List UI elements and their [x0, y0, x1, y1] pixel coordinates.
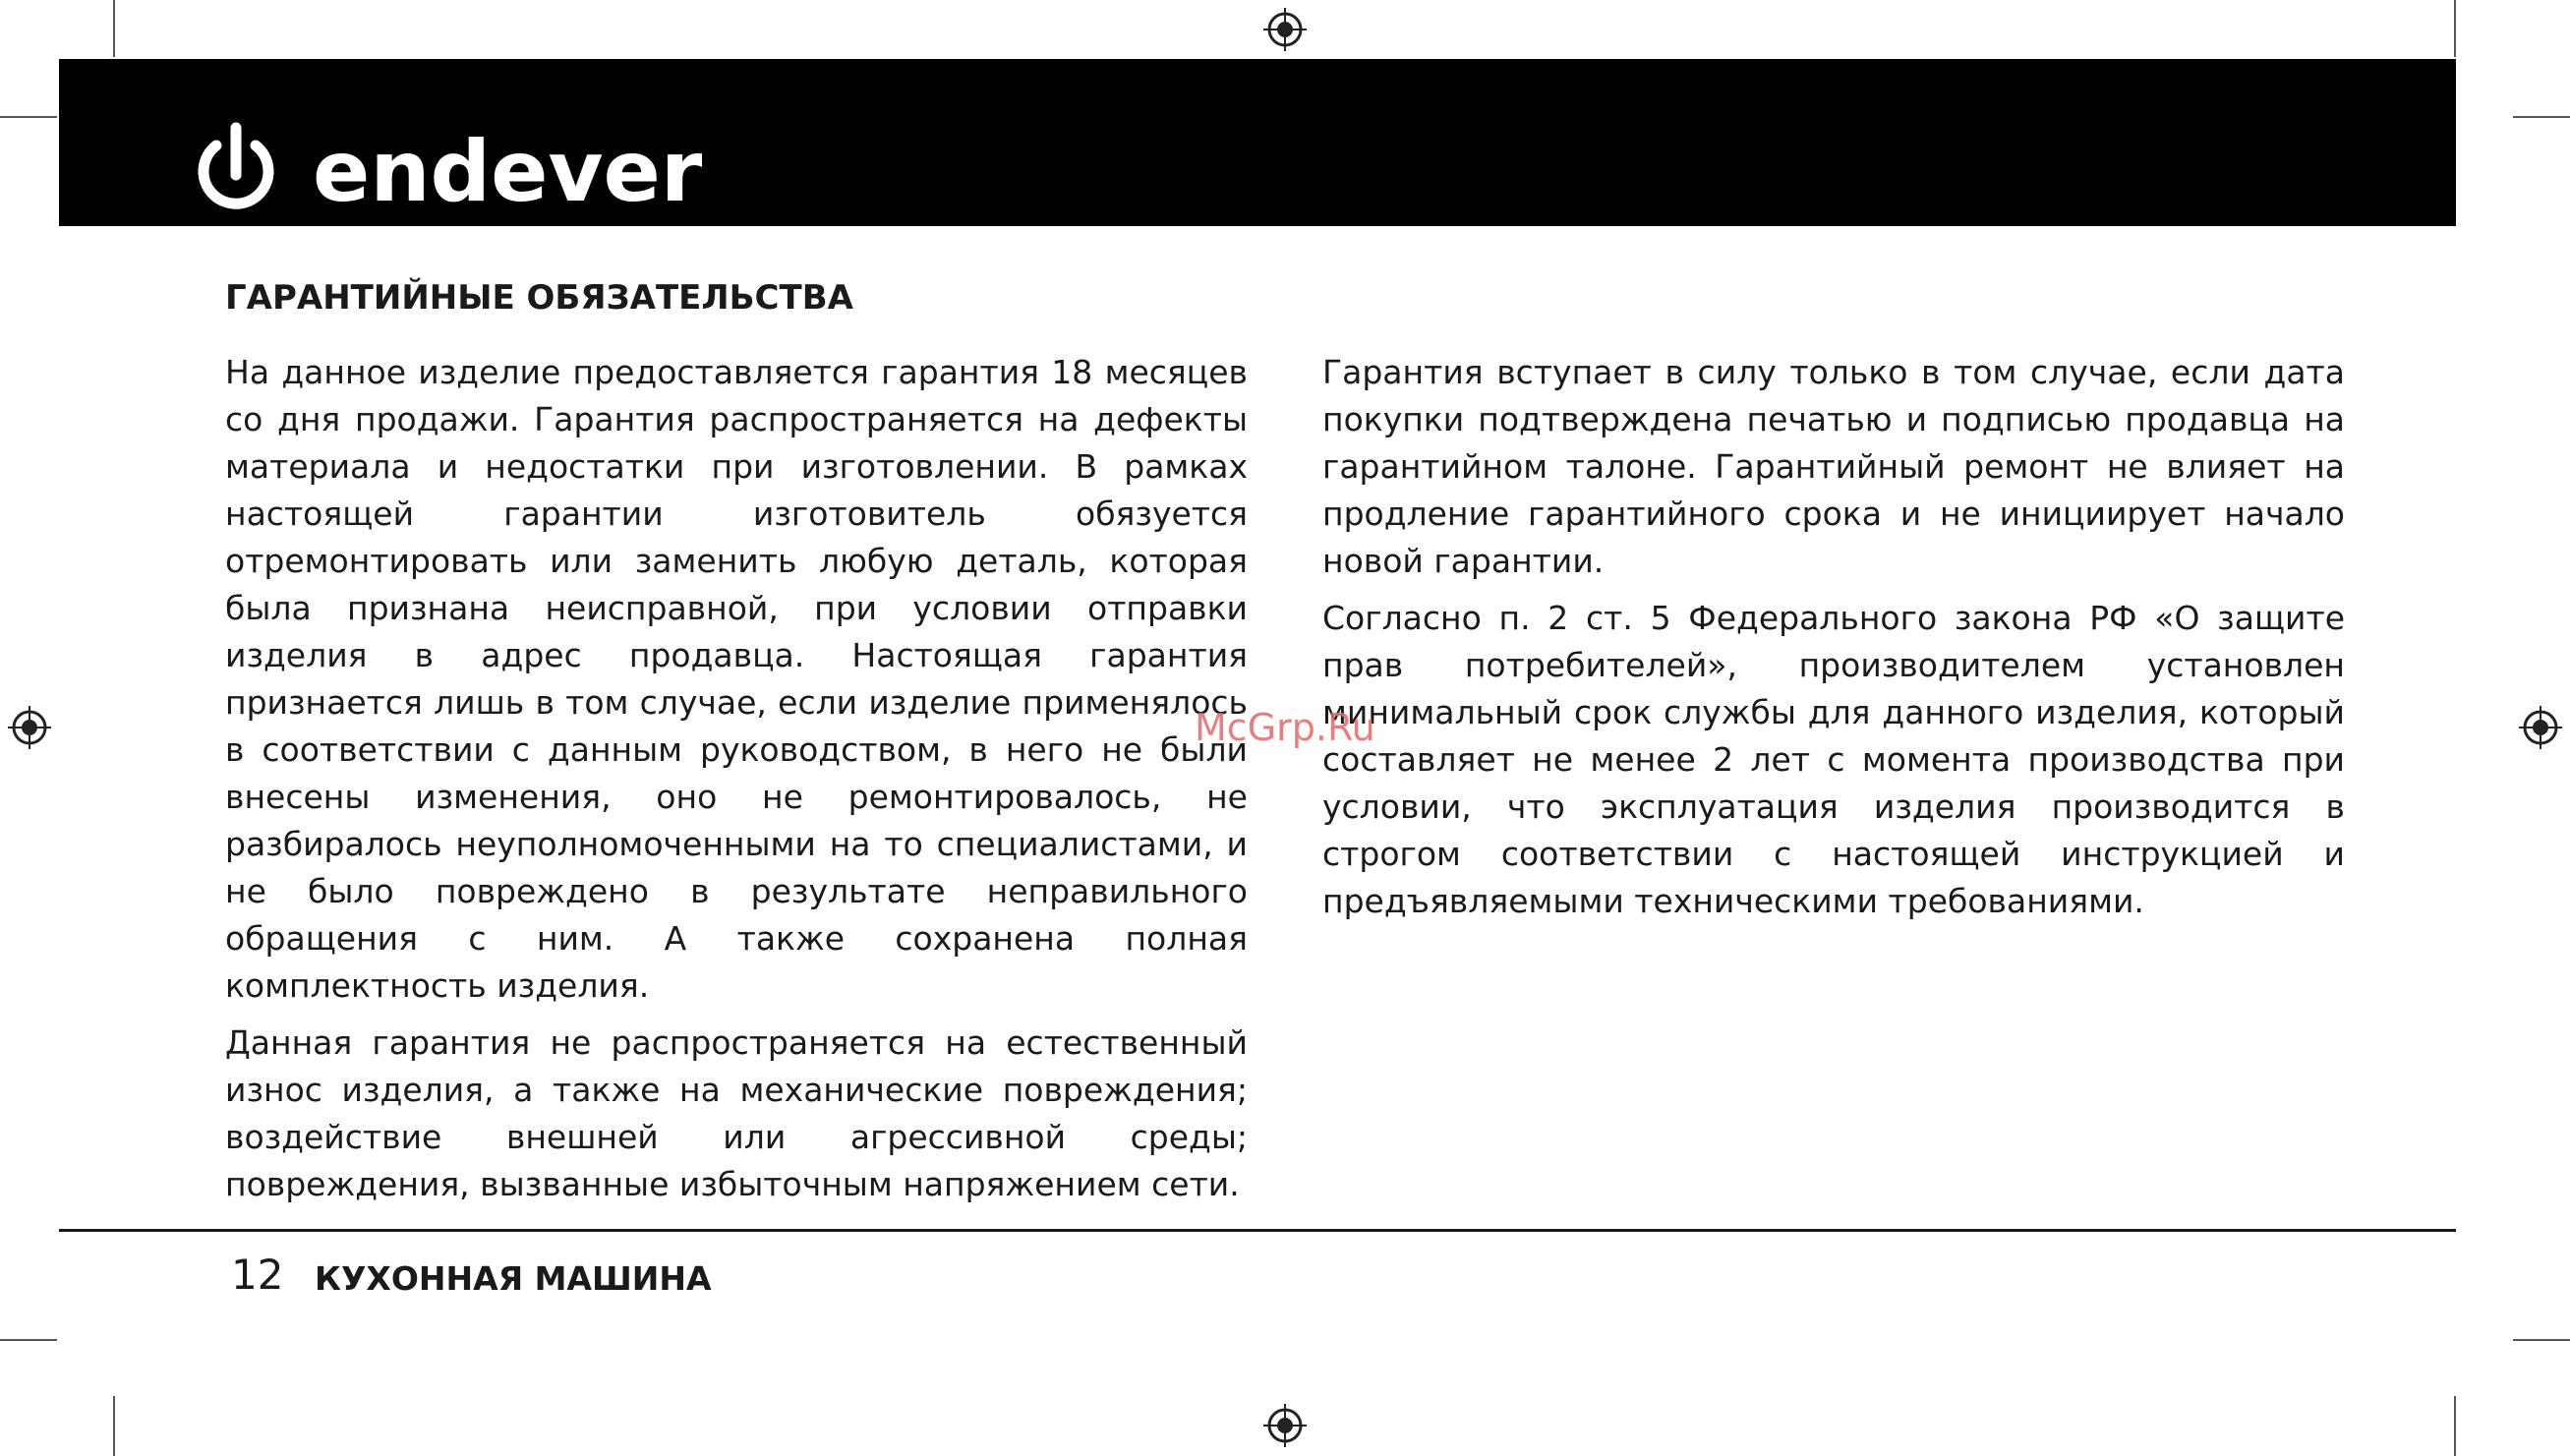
registration-mark-icon [1263, 8, 1307, 51]
crop-mark [2513, 116, 2570, 118]
paragraph: Согласно п. 2 ст. 5 Федерального закона РФ «О защите прав потребителей», производителем установлен минимальный срок службы для данного изделия, который составляет не менее 2 лет с момента производства при условии, что эксплуатация изделия производится в строгом соответствии с настоящей инструкцией и предъявляемыми техническими требованиями. [1322, 599, 2345, 920]
section-title: ГАРАНТИЙНЫЕ ОБЯЗАТЕЛЬСТВА [225, 278, 853, 318]
logo-wordmark: endever [313, 123, 703, 221]
crop-mark [0, 116, 57, 118]
registration-mark-icon [2519, 706, 2562, 749]
registration-mark-icon [1263, 1404, 1307, 1447]
footer-title: КУХОННАЯ МАШИНА [315, 1259, 712, 1298]
crop-mark [0, 1339, 57, 1341]
crop-mark [2454, 1396, 2456, 1456]
crop-mark [2513, 1339, 2570, 1341]
paragraph: Гарантия вступает в силу только в том случае, если дата покупки подтверждена печатью и подписью продавца на гарантийном талоне. Гарантийный ремонт не влияет на продление гарантийного срока и не инициирует начало новой гарантии. [1322, 353, 2345, 580]
paragraph: Данная гарантия не распространяется на естественный износ изделия, а также на механические повреждения; воздействие внешней или агрессивной среды; повреждения, вызванные избыточным напряжением сети. [225, 1023, 1248, 1203]
watermark: McGrp.Ru [1195, 706, 1375, 749]
crop-mark [113, 0, 115, 57]
paragraph: На данное изделие предоставляется гарантия 18 месяцев со дня продажи. Гарантия распространяется на дефекты материала и недостатки при изготовлении. В рамках настоящей гарантии изготовитель обязуется отремонтировать или заменить любую деталь, которая была признана неисправной, при условии отправки изделия в адрес продавца. Настоящая гарантия признается лишь в том случае, если изделие применялось в соответствии с данным руководством, в него не были внесены изменения, оно не ремонтировалось, не разбиралось неуполномоченными на то специалистами, и не было повреждено в результате неправильного обращения с ним. А также сохранена полная комплектность изделия. [225, 353, 1248, 1005]
right-column [1322, 349, 2345, 935]
registration-mark-icon [8, 706, 51, 749]
crop-mark [113, 1396, 115, 1456]
power-icon [204, 128, 268, 204]
page-number: 12 [231, 1251, 284, 1299]
footer-divider [59, 1229, 2456, 1232]
crop-mark [2454, 0, 2456, 57]
left-column [225, 349, 1248, 1218]
endever-logo [167, 88, 703, 226]
